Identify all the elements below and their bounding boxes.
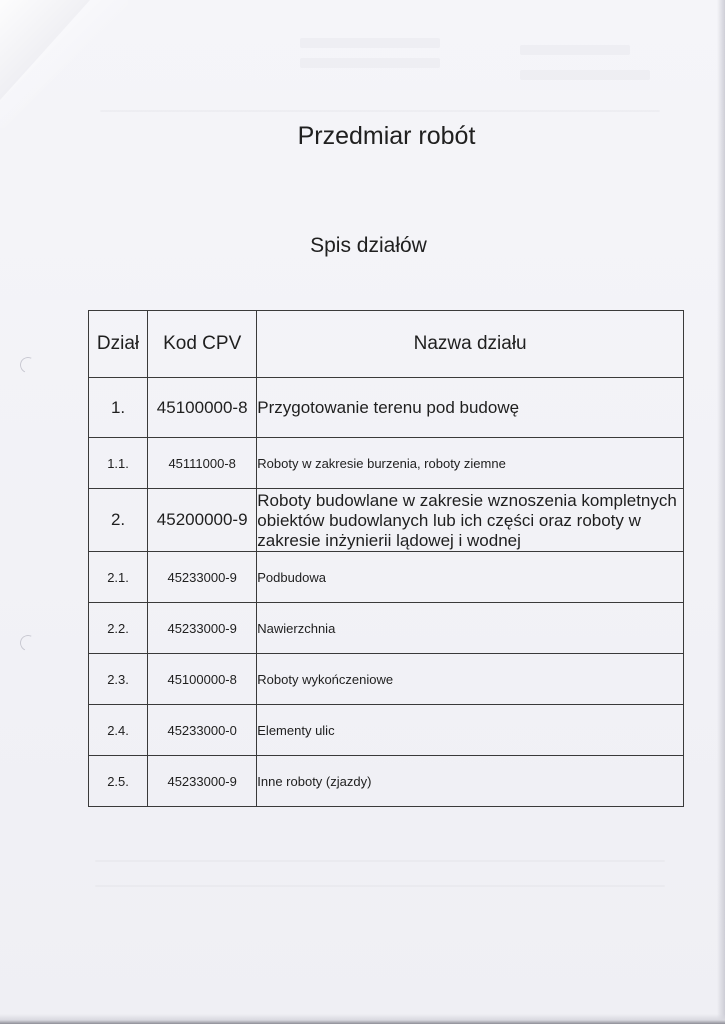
bleed-through-mark	[520, 70, 650, 80]
section-number: 1.1.	[89, 438, 148, 489]
cpv-code: 45111000-8	[148, 438, 257, 489]
section-name: Roboty budowlane w zakresie wznoszenia kompletnych obiektów budowlanych lub ich części oraz roboty w zakresie inżynierii lądowej i wodnej	[257, 489, 684, 552]
cpv-code: 45100000-8	[148, 378, 257, 438]
header-section: Dział	[89, 311, 148, 378]
punch-hole-icon	[18, 633, 39, 654]
bleed-through-mark	[100, 110, 660, 112]
folded-corner	[0, 0, 90, 100]
section-number: 2.3.	[89, 654, 148, 705]
cpv-code: 45200000-9	[148, 489, 257, 552]
section-name: Roboty wykończeniowe	[257, 654, 684, 705]
section-name: Podbudowa	[257, 552, 684, 603]
punch-hole-icon	[18, 355, 39, 376]
section-number: 2.1.	[89, 552, 148, 603]
table-row	[89, 654, 684, 705]
table-row	[89, 705, 684, 756]
table-of-contents-heading: Spis działów	[310, 234, 427, 257]
table-row	[89, 378, 684, 438]
table-row	[89, 489, 684, 552]
cpv-code: 45233000-9	[148, 756, 257, 807]
section-number: 2.	[89, 489, 148, 552]
cpv-code: 45100000-8	[148, 654, 257, 705]
cpv-code: 45233000-0	[148, 705, 257, 756]
section-number: 2.4.	[89, 705, 148, 756]
page-right-edge	[717, 0, 725, 1024]
table-row	[89, 552, 684, 603]
section-name: Inne roboty (zjazdy)	[257, 756, 684, 807]
bleed-through-mark	[300, 38, 440, 48]
section-number: 1.	[89, 378, 148, 438]
table-row	[89, 438, 684, 489]
page-bottom-edge	[0, 1014, 725, 1024]
document-title: Przedmiar robót	[297, 122, 476, 150]
section-name: Nawierzchnia	[257, 603, 684, 654]
bleed-through-mark	[300, 58, 440, 68]
bleed-through-mark	[520, 45, 630, 55]
section-name: Elementy ulic	[257, 705, 684, 756]
section-number: 2.2.	[89, 603, 148, 654]
header-section-name: Nazwa działu	[257, 311, 684, 378]
table-header-row	[89, 311, 684, 378]
table-row	[89, 756, 684, 807]
cpv-code: 45233000-9	[148, 603, 257, 654]
bleed-through-mark	[95, 885, 665, 887]
divisions-table	[88, 310, 684, 807]
section-number: 2.5.	[89, 756, 148, 807]
cpv-code: 45233000-9	[148, 552, 257, 603]
bleed-through-mark	[95, 860, 665, 862]
section-name: Przygotowanie terenu pod budowę	[257, 378, 684, 438]
table-row	[89, 603, 684, 654]
section-name: Roboty w zakresie burzenia, roboty ziemne	[257, 438, 684, 489]
header-cpv-code: Kod CPV	[148, 311, 257, 378]
